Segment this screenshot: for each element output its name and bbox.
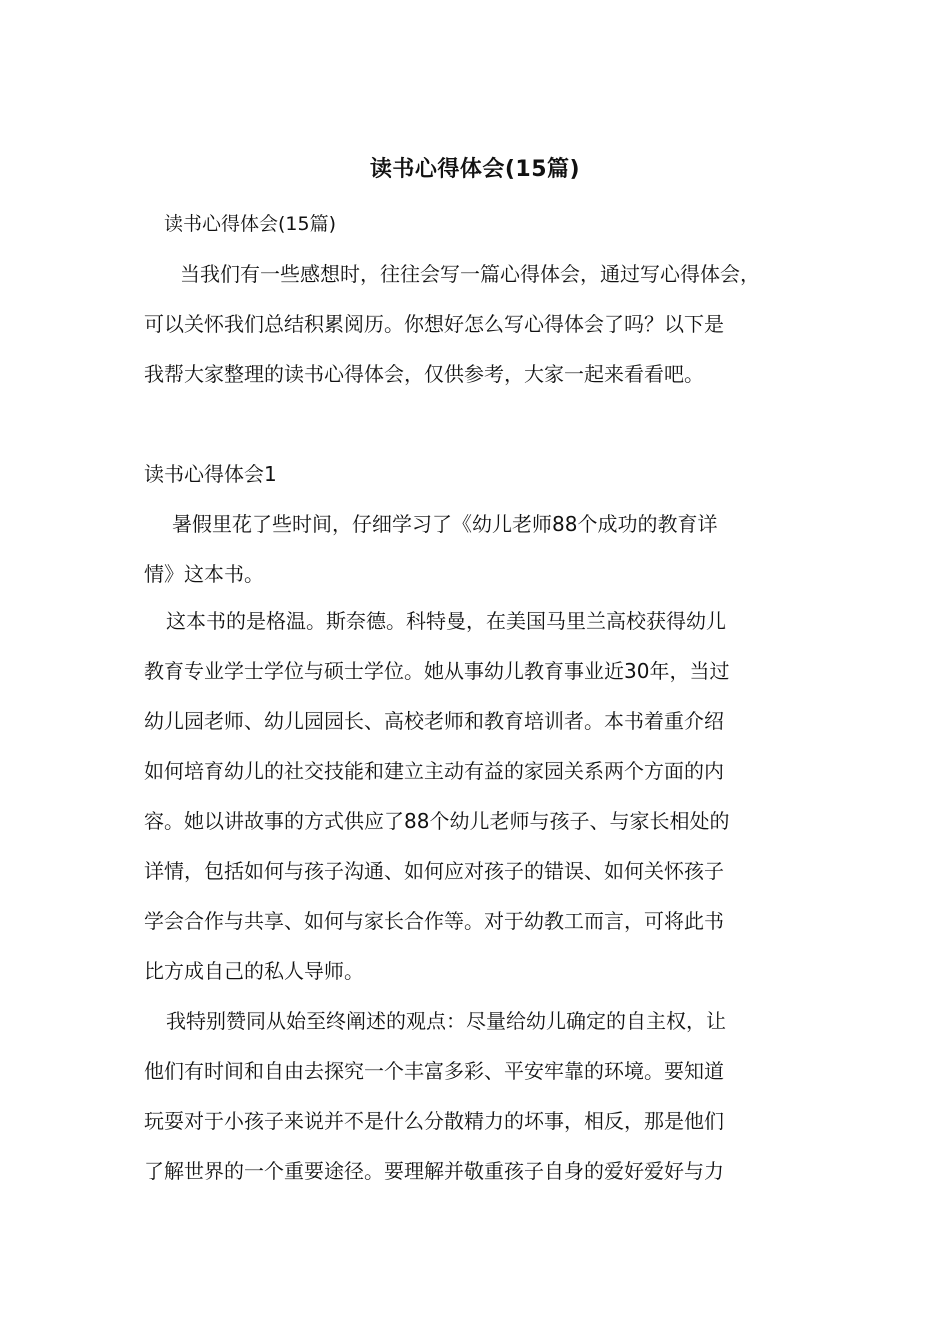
paragraph-line: 了解世界的一个重要途径。要理解并敬重孩子自身的爱好爱好与力 <box>144 1159 724 1183</box>
document-title: 读书心得体会(15篇) <box>369 157 581 182</box>
paragraph-line: 如何培育幼儿的社交技能和建立主动有益的家园关系两个方面的内 <box>144 759 724 783</box>
paragraph-line: 教育专业学士学位与硕士学位。她从事幼儿教育事业近30年，当过 <box>144 659 730 683</box>
paragraph-line: 详情，包括如何与孩子沟通、如何应对孩子的错误、如何关怀孩子 <box>144 859 724 883</box>
paragraph-line: 玩耍对于小孩子来说并不是什么分散精力的坏事，相反，那是他们 <box>144 1109 724 1133</box>
paragraph-line: 学会合作与共享、如何与家长合作等。对于幼教工而言，可将此书 <box>144 909 724 933</box>
document-subtitle: 读书心得体会(15篇) <box>164 213 337 235</box>
paragraph-line: 暑假里花了些时间，仔细学习了《幼儿老师88个成功的教育详 <box>172 512 718 536</box>
paragraph-line: 容。她以讲故事的方式供应了88个幼儿老师与孩子、与家长相处的 <box>144 809 730 833</box>
paragraph-line: 他们有时间和自由去探究一个丰富多彩、平安牢靠的环境。要知道 <box>144 1059 724 1083</box>
paragraph-line: 这本书的是格温。斯奈德。科特曼，在美国马里兰高校获得幼儿 <box>166 609 726 633</box>
paragraph-line: 我特别赞同从始至终阐述的观点：尽量给幼儿确定的自主权，让 <box>166 1009 726 1033</box>
section-heading: 读书心得体会1 <box>144 462 277 486</box>
intro-line: 可以关怀我们总结积累阅历。你想好怎么写心得体会了吗？以下是 <box>144 312 724 336</box>
paragraph-line: 情》这本书。 <box>144 562 264 586</box>
paragraph-line: 幼儿园老师、幼儿园园长、高校老师和教育培训者。本书着重介绍 <box>144 709 724 733</box>
intro-line: 我帮大家整理的读书心得体会，仅供参考，大家一起来看看吧。 <box>144 362 704 386</box>
intro-line: 当我们有一些感想时，往往会写一篇心得体会，通过写心得体会， <box>180 262 760 286</box>
paragraph-line: 比方成自己的私人导师。 <box>144 959 364 983</box>
